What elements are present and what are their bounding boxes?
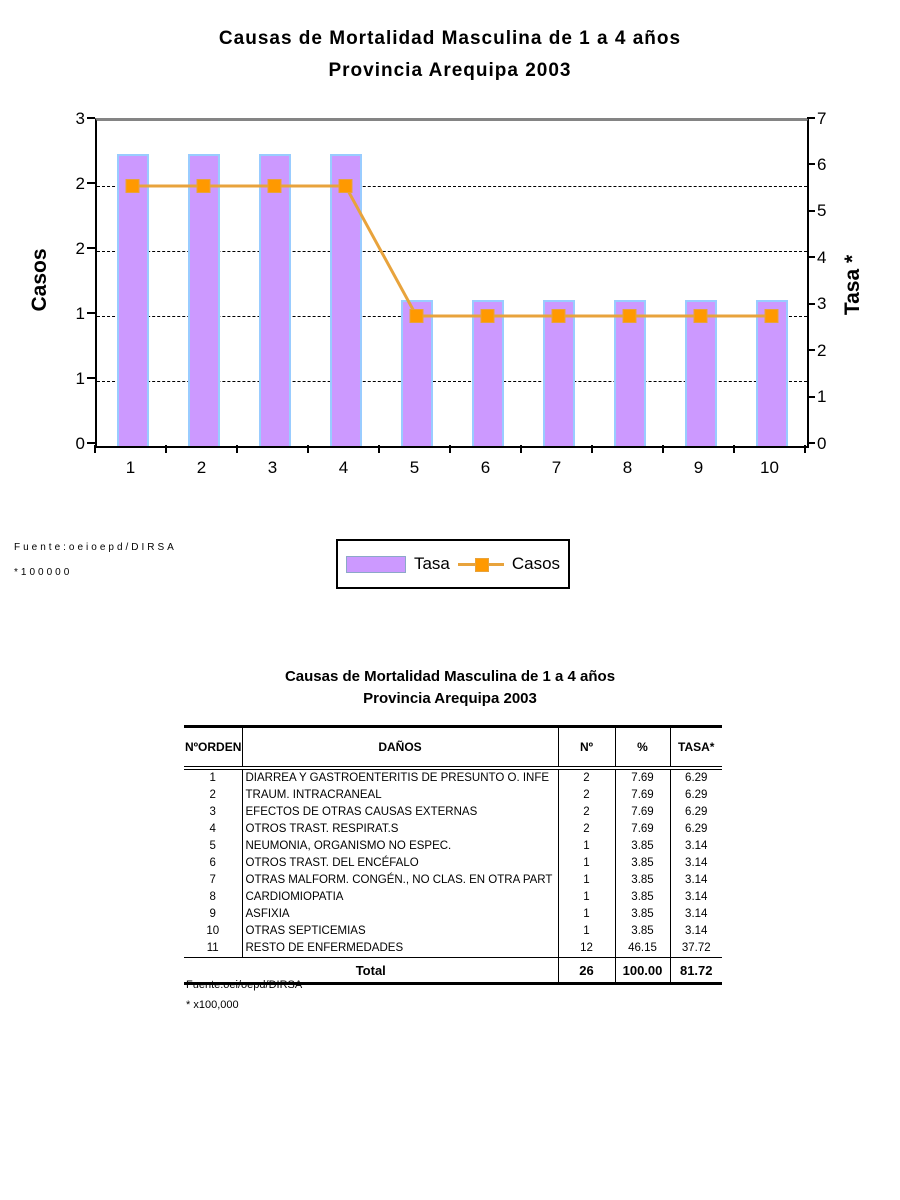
x-axis-tick bbox=[378, 445, 380, 453]
cell-danos: DIARREA Y GASTROENTERITIS DE PRESUNTO O. INFE bbox=[242, 768, 558, 787]
cell-pct: 7.69 bbox=[615, 787, 670, 804]
cell-orden: 6 bbox=[209, 857, 216, 869]
x-axis-tick-label: 2 bbox=[196, 458, 207, 477]
legend-label-tasa: Tasa bbox=[413, 554, 450, 573]
right-axis-tick bbox=[807, 256, 815, 258]
cell-orden: 3 bbox=[209, 806, 216, 818]
cell-danos: OTRAS SEPTICEMIAS bbox=[242, 923, 558, 940]
x-axis-tick-label: 5 bbox=[409, 458, 420, 477]
right-axis-tick-label: 3 bbox=[817, 294, 827, 314]
left-axis-tick bbox=[87, 117, 95, 119]
table-row bbox=[184, 838, 722, 855]
cell-n: 12 bbox=[558, 940, 615, 958]
left-axis-tick bbox=[87, 182, 95, 184]
cell-pct: 3.85 bbox=[615, 889, 670, 906]
x-axis-tick-label: 7 bbox=[551, 458, 562, 477]
table-row bbox=[184, 855, 722, 872]
x-axis-tick-label: 10 bbox=[760, 458, 779, 477]
col-header-pct: % bbox=[615, 727, 670, 769]
x-axis-tick-label: 8 bbox=[622, 458, 633, 477]
right-axis-tick-label: 6 bbox=[817, 154, 827, 174]
cell-danos: NEUMONIA, ORGANISMO NO ESPEC. bbox=[242, 838, 558, 855]
cell-tasa: 3.14 bbox=[670, 889, 722, 906]
col-header-tasa: TASA* bbox=[670, 727, 722, 769]
left-axis-tick-label: 2 bbox=[75, 173, 85, 193]
right-axis-tick bbox=[807, 442, 815, 444]
total-pct: 100.00 bbox=[615, 958, 670, 984]
cell-tasa: 6.29 bbox=[670, 768, 722, 787]
right-axis-tick bbox=[807, 163, 815, 165]
table-row bbox=[184, 906, 722, 923]
cell-pct: 3.85 bbox=[615, 906, 670, 923]
cell-n: 1 bbox=[558, 889, 615, 906]
right-axis-tick bbox=[807, 349, 815, 351]
table-source-note: Fuente:oei/oepd/DIRSA bbox=[186, 979, 303, 991]
cell-orden: 5 bbox=[209, 840, 216, 852]
cell-pct: 46.15 bbox=[615, 940, 670, 958]
x-axis-tick-label: 1 bbox=[125, 458, 136, 477]
table-subtitle: Provincia Arequipa 2003 bbox=[363, 690, 537, 707]
legend-label-casos: Casos bbox=[511, 554, 561, 573]
cell-tasa: 3.14 bbox=[670, 872, 722, 889]
cell-pct: 3.85 bbox=[615, 855, 670, 872]
table-title: Causas de Mortalidad Masculina de 1 a 4 años bbox=[284, 668, 616, 685]
table-row bbox=[184, 768, 722, 787]
x-axis-tick-label: 9 bbox=[693, 458, 704, 477]
right-axis-tick-label: 1 bbox=[817, 387, 827, 407]
cell-n: 1 bbox=[558, 838, 615, 855]
x-axis-tick bbox=[733, 445, 735, 453]
table-row bbox=[184, 940, 722, 958]
cell-orden: 7 bbox=[209, 874, 216, 886]
right-axis-tick-label: 7 bbox=[817, 108, 827, 128]
tasa-bar-swatch-icon bbox=[346, 556, 406, 573]
left-axis-tick bbox=[87, 247, 95, 249]
cell-n: 2 bbox=[558, 768, 615, 787]
cell-danos: TRAUM. INTRACRANEAL bbox=[242, 787, 558, 804]
chart-source-note: Fuente:oeioepd/DIRSA bbox=[14, 542, 177, 553]
chart-source-note-2: *100000 bbox=[14, 567, 73, 578]
x-axis-tick bbox=[307, 445, 309, 453]
cell-danos: CARDIOMIOPATIA bbox=[242, 889, 558, 906]
left-axis-title: Casos bbox=[28, 248, 51, 312]
x-axis-tick bbox=[662, 445, 664, 453]
x-axis-tick bbox=[520, 445, 522, 453]
chart-legend bbox=[336, 539, 570, 589]
x-axis-tick-label: 3 bbox=[267, 458, 278, 477]
x-axis-tick-label: 4 bbox=[338, 458, 349, 477]
cell-pct: 3.85 bbox=[615, 872, 670, 889]
mortality-table bbox=[184, 725, 722, 985]
cell-n: 1 bbox=[558, 855, 615, 872]
right-axis-title: Tasa * bbox=[841, 254, 864, 316]
cell-orden: 11 bbox=[206, 942, 219, 954]
cell-n: 1 bbox=[558, 906, 615, 923]
x-axis-tick bbox=[591, 445, 593, 453]
left-axis-tick-label: 3 bbox=[75, 108, 85, 128]
table-row bbox=[184, 889, 722, 906]
cell-tasa: 3.14 bbox=[670, 906, 722, 923]
casos-line-series bbox=[97, 121, 807, 446]
cell-n: 1 bbox=[558, 923, 615, 940]
left-axis-tick bbox=[87, 377, 95, 379]
cell-orden: 8 bbox=[209, 891, 216, 903]
table-row bbox=[184, 804, 722, 821]
cell-pct: 7.69 bbox=[615, 804, 670, 821]
left-axis-tick bbox=[87, 312, 95, 314]
cell-orden: 1 bbox=[209, 772, 216, 784]
cell-pct: 7.69 bbox=[615, 821, 670, 838]
col-header-n: Nº bbox=[558, 727, 615, 769]
cell-danos: EFECTOS DE OTRAS CAUSAS EXTERNAS bbox=[242, 804, 558, 821]
right-axis-tick-label: 2 bbox=[817, 340, 827, 360]
x-axis-tick bbox=[94, 445, 96, 453]
cell-tasa: 3.14 bbox=[670, 855, 722, 872]
chart-subtitle: Provincia Arequipa 2003 bbox=[328, 60, 572, 81]
left-axis-tick-label: 0 bbox=[75, 433, 85, 453]
table-rate-note: * x100,000 bbox=[186, 999, 239, 1011]
x-axis-tick bbox=[804, 445, 806, 453]
left-axis-tick-label: 2 bbox=[75, 238, 85, 258]
right-axis-tick bbox=[807, 303, 815, 305]
cell-tasa: 6.29 bbox=[670, 821, 722, 838]
cell-orden: 4 bbox=[209, 823, 216, 835]
cell-n: 2 bbox=[558, 804, 615, 821]
right-axis-tick-label: 0 bbox=[817, 433, 827, 453]
cell-danos: OTROS TRAST. RESPIRAT.S bbox=[242, 821, 558, 838]
cell-orden: 10 bbox=[206, 925, 220, 937]
cell-pct: 7.69 bbox=[615, 768, 670, 787]
x-axis-tick-label: 6 bbox=[480, 458, 491, 477]
total-tasa: 81.72 bbox=[670, 958, 722, 984]
cell-danos: ASFIXIA bbox=[242, 906, 558, 923]
table-header-row bbox=[184, 727, 722, 769]
right-axis-tick bbox=[807, 210, 815, 212]
plot-area bbox=[95, 118, 809, 448]
cell-tasa: 6.29 bbox=[670, 804, 722, 821]
cell-orden: 9 bbox=[209, 908, 216, 920]
table-row bbox=[184, 923, 722, 940]
cell-danos: OTRAS MALFORM. CONGÉN., NO CLAS. EN OTRA PART bbox=[242, 872, 558, 889]
right-axis-tick bbox=[807, 117, 815, 119]
x-axis-tick bbox=[236, 445, 238, 453]
cell-tasa: 6.29 bbox=[670, 787, 722, 804]
left-axis-tick-label: 1 bbox=[75, 303, 85, 323]
cell-n: 2 bbox=[558, 787, 615, 804]
col-header-orden: NºORDEN bbox=[184, 727, 242, 769]
col-header-danos: DAÑOS bbox=[242, 727, 558, 769]
cell-tasa: 37.72 bbox=[670, 940, 722, 958]
x-axis-tick bbox=[165, 445, 167, 453]
table-row bbox=[184, 787, 722, 804]
total-n: 26 bbox=[558, 958, 615, 984]
total-label: Total bbox=[184, 958, 558, 984]
cell-n: 1 bbox=[558, 872, 615, 889]
left-axis-tick bbox=[87, 442, 95, 444]
table-row bbox=[184, 872, 722, 889]
table-row bbox=[184, 821, 722, 838]
right-axis-tick-label: 5 bbox=[817, 201, 827, 221]
right-axis-tick-label: 4 bbox=[817, 247, 827, 267]
cell-tasa: 3.14 bbox=[670, 838, 722, 855]
cell-danos: OTROS TRAST. DEL ENCÉFALO bbox=[242, 855, 558, 872]
right-axis-tick bbox=[807, 396, 815, 398]
cell-orden: 2 bbox=[209, 789, 216, 801]
cell-tasa: 3.14 bbox=[670, 923, 722, 940]
chart-title: Causas de Mortalidad Masculina de 1 a 4 años bbox=[218, 28, 682, 49]
cell-pct: 3.85 bbox=[615, 923, 670, 940]
casos-line-marker-icon bbox=[458, 557, 504, 571]
cell-danos: RESTO DE ENFERMEDADES bbox=[242, 940, 558, 958]
left-axis-tick-label: 1 bbox=[75, 368, 85, 388]
cell-pct: 3.85 bbox=[615, 838, 670, 855]
x-axis-tick bbox=[449, 445, 451, 453]
cell-n: 2 bbox=[558, 821, 615, 838]
